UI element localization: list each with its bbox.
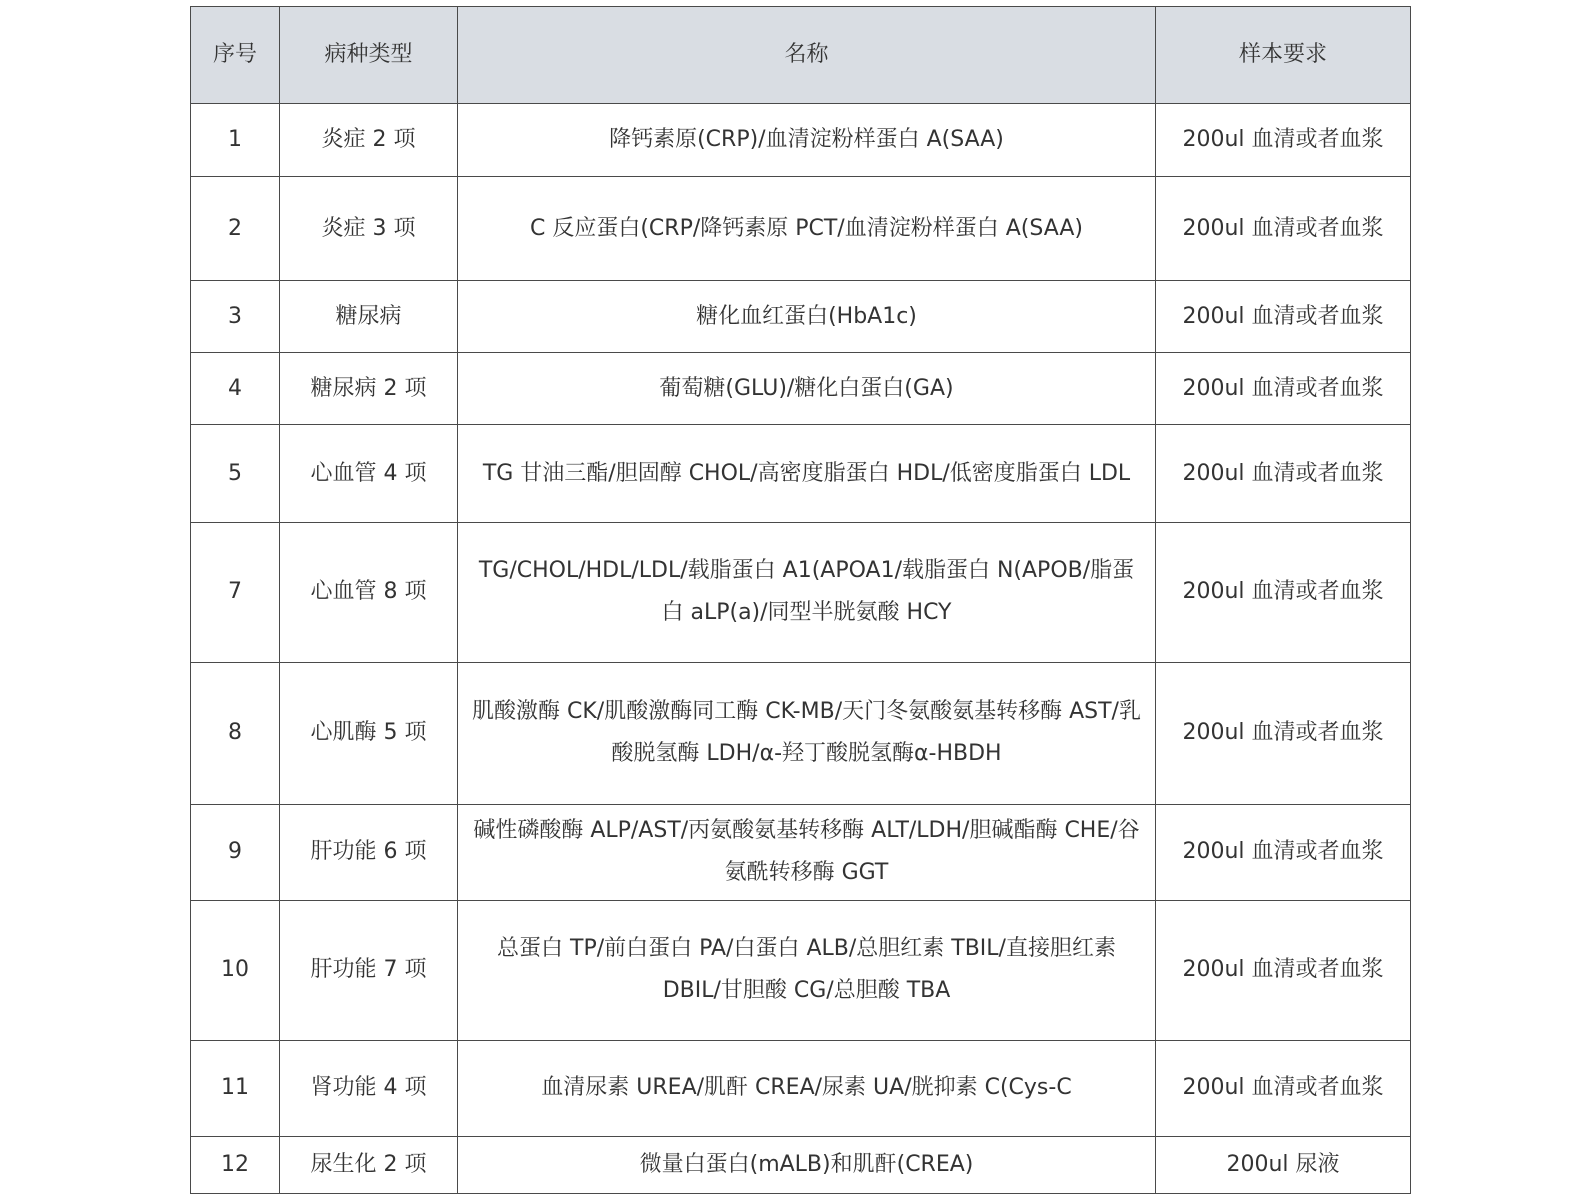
header-type: 病种类型 <box>280 7 458 104</box>
cell-name: 葡萄糖(GLU)/糖化白蛋白(GA) <box>458 353 1156 425</box>
header-row <box>191 7 1411 104</box>
cell-sample: 200ul 血清或者血浆 <box>1156 177 1411 281</box>
test-items-table <box>190 6 1411 1194</box>
cell-sample: 200ul 血清或者血浆 <box>1156 804 1411 900</box>
header-name: 名称 <box>458 7 1156 104</box>
table-row <box>191 425 1411 522</box>
cell-index: 10 <box>191 900 280 1040</box>
table-row <box>191 177 1411 281</box>
cell-sample: 200ul 血清或者血浆 <box>1156 104 1411 177</box>
header-index: 序号 <box>191 7 280 104</box>
table-row <box>191 662 1411 804</box>
cell-name: 糖化血红蛋白(HbA1c) <box>458 281 1156 353</box>
cell-sample: 200ul 血清或者血浆 <box>1156 900 1411 1040</box>
cell-sample: 200ul 血清或者血浆 <box>1156 662 1411 804</box>
cell-sample: 200ul 血清或者血浆 <box>1156 522 1411 662</box>
cell-index: 7 <box>191 522 280 662</box>
table-row <box>191 804 1411 900</box>
cell-name: 血清尿素 UREA/肌酐 CREA/尿素 UA/胱抑素 C(Cys-C <box>458 1040 1156 1136</box>
table-row <box>191 900 1411 1040</box>
cell-index: 8 <box>191 662 280 804</box>
cell-index: 3 <box>191 281 280 353</box>
cell-sample: 200ul 血清或者血浆 <box>1156 281 1411 353</box>
cell-index: 9 <box>191 804 280 900</box>
cell-name: 微量白蛋白(mALB)和肌酐(CREA) <box>458 1137 1156 1194</box>
cell-type: 心肌酶 5 项 <box>280 662 458 804</box>
cell-sample: 200ul 血清或者血浆 <box>1156 353 1411 425</box>
cell-type: 肾功能 4 项 <box>280 1040 458 1136</box>
cell-index: 4 <box>191 353 280 425</box>
cell-index: 11 <box>191 1040 280 1136</box>
cell-type: 糖尿病 <box>280 281 458 353</box>
table-row <box>191 104 1411 177</box>
cell-type: 肝功能 7 项 <box>280 900 458 1040</box>
cell-index: 5 <box>191 425 280 522</box>
cell-name: 碱性磷酸酶 ALP/AST/丙氨酸氨基转移酶 ALT/LDH/胆碱酯酶 CHE/谷氨酰转移酶 GGT <box>458 804 1156 900</box>
cell-type: 肝功能 6 项 <box>280 804 458 900</box>
cell-sample: 200ul 尿液 <box>1156 1137 1411 1194</box>
cell-name: TG/CHOL/HDL/LDL/载脂蛋白 A1(APOA1/载脂蛋白 N(APOB/脂蛋白 aLP(a)/同型半胱氨酸 HCY <box>458 522 1156 662</box>
cell-type: 尿生化 2 项 <box>280 1137 458 1194</box>
cell-name: C 反应蛋白(CRP/降钙素原 PCT/血清淀粉样蛋白 A(SAA) <box>458 177 1156 281</box>
cell-type: 心血管 4 项 <box>280 425 458 522</box>
cell-sample: 200ul 血清或者血浆 <box>1156 1040 1411 1136</box>
cell-type: 心血管 8 项 <box>280 522 458 662</box>
cell-name: 降钙素原(CRP)/血清淀粉样蛋白 A(SAA) <box>458 104 1156 177</box>
cell-name: TG 甘油三酯/胆固醇 CHOL/高密度脂蛋白 HDL/低密度脂蛋白 LDL <box>458 425 1156 522</box>
cell-name: 总蛋白 TP/前白蛋白 PA/白蛋白 ALB/总胆红素 TBIL/直接胆红素 DBIL/甘胆酸 CG/总胆酸 TBA <box>458 900 1156 1040</box>
cell-sample: 200ul 血清或者血浆 <box>1156 425 1411 522</box>
table-row <box>191 281 1411 353</box>
table-row <box>191 353 1411 425</box>
cell-index: 2 <box>191 177 280 281</box>
table-row <box>191 522 1411 662</box>
cell-name: 肌酸激酶 CK/肌酸激酶同工酶 CK-MB/天门冬氨酸氨基转移酶 AST/乳酸脱氢酶 LDH/α-羟丁酸脱氢酶α-HBDH <box>458 662 1156 804</box>
cell-index: 12 <box>191 1137 280 1194</box>
cell-index: 1 <box>191 104 280 177</box>
cell-type: 炎症 2 项 <box>280 104 458 177</box>
header-sample: 样本要求 <box>1156 7 1411 104</box>
cell-type: 炎症 3 项 <box>280 177 458 281</box>
table-row <box>191 1137 1411 1194</box>
table-row <box>191 1040 1411 1136</box>
cell-type: 糖尿病 2 项 <box>280 353 458 425</box>
